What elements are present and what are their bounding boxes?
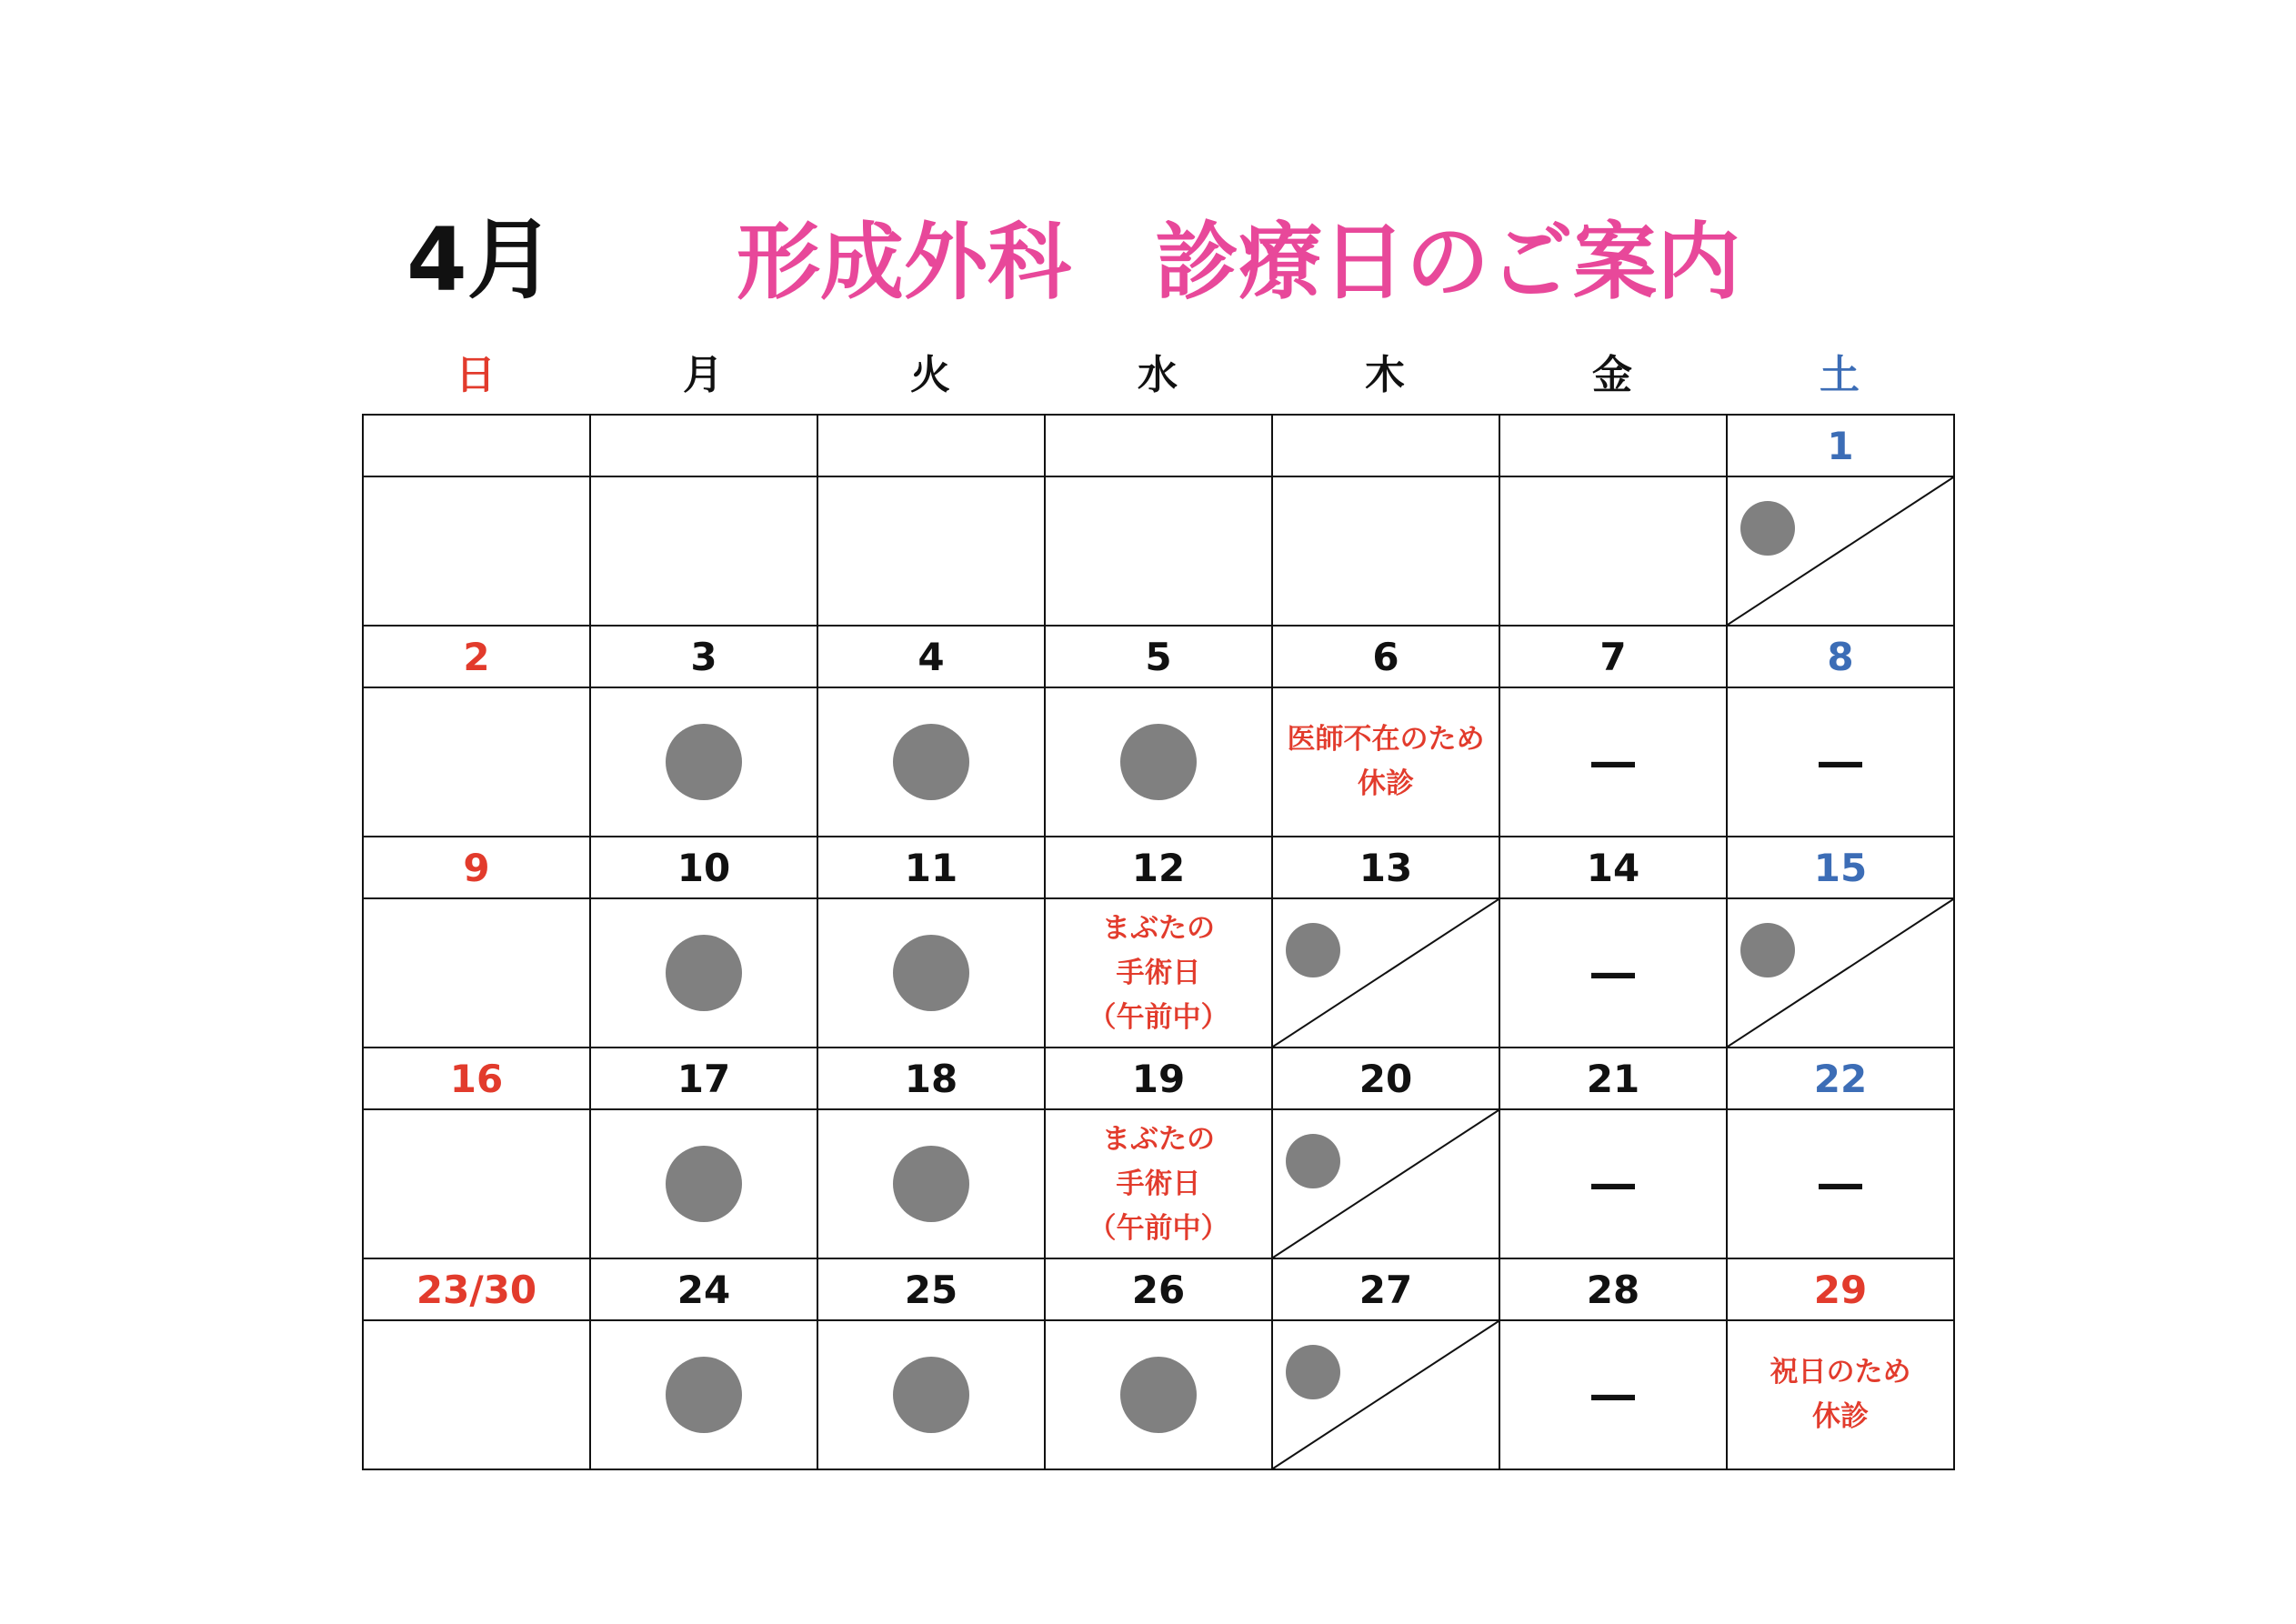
calendar-table (362, 414, 1955, 1470)
status-cell-empty (817, 476, 1045, 626)
date-cell: 18 (817, 1048, 1045, 1109)
surgery-note: まぶたの 手術日 （午前中） (1088, 911, 1229, 1034)
dash-icon: ― (1591, 737, 1635, 787)
date-cell: 7 (1499, 626, 1727, 687)
status-cell-empty (363, 1109, 590, 1258)
date-cell (590, 415, 817, 476)
date-cell: 27 (1272, 1258, 1499, 1320)
date-cell: 19 (1045, 1048, 1272, 1109)
page-title: 形成外科 診療日のご案内 (737, 214, 1741, 311)
circle-icon (893, 935, 969, 1011)
status-cell-no-clinic (1499, 687, 1727, 837)
status-row (363, 687, 1954, 837)
date-cell: 29 (1727, 1258, 1954, 1320)
status-cell-surgery (1045, 898, 1272, 1048)
status-cell-closed (1272, 687, 1499, 837)
dash-icon: ― (1819, 1158, 1862, 1209)
circle-icon (893, 724, 969, 800)
date-row (363, 837, 1954, 898)
date-cell: 11 (817, 837, 1045, 898)
date-cell (363, 415, 590, 476)
date-cell: 21 (1499, 1048, 1727, 1109)
status-cell-open (590, 1109, 817, 1258)
status-cell-half-day (1272, 1320, 1499, 1469)
status-row (363, 476, 1954, 626)
date-row (363, 626, 1954, 687)
date-row (363, 1048, 1954, 1109)
weekday-fri: 金 (1592, 352, 1632, 398)
date-row (363, 415, 1954, 476)
status-cell-half-day (1272, 1109, 1499, 1258)
circle-icon (893, 1357, 969, 1433)
circle-icon (666, 1146, 742, 1222)
date-cell: 13 (1272, 837, 1499, 898)
date-cell: 8 (1727, 626, 1954, 687)
date-cell: 15 (1727, 837, 1954, 898)
date-cell: 28 (1499, 1258, 1727, 1320)
status-cell-open (817, 687, 1045, 837)
date-cell: 22 (1727, 1048, 1954, 1109)
status-cell-closed (1727, 1320, 1954, 1469)
circle-icon (893, 1146, 969, 1222)
date-cell: 3 (590, 626, 817, 687)
date-cell: 26 (1045, 1258, 1272, 1320)
circle-icon (666, 724, 742, 800)
status-cell-empty (1499, 476, 1727, 626)
status-cell-empty (1045, 476, 1272, 626)
weekday-sun: 日 (456, 352, 496, 398)
status-row (363, 898, 1954, 1048)
date-cell: 10 (590, 837, 817, 898)
status-row (363, 1320, 1954, 1469)
status-cell-surgery (1045, 1109, 1272, 1258)
date-cell: 6 (1272, 626, 1499, 687)
small-circle-icon (1740, 501, 1795, 556)
status-cell-open (1045, 687, 1272, 837)
circle-icon (1120, 1357, 1197, 1433)
status-cell-open (590, 687, 817, 837)
date-cell: 1 (1727, 415, 1954, 476)
status-cell-empty (363, 898, 590, 1048)
status-cell-open (590, 898, 817, 1048)
date-row (363, 1258, 1954, 1320)
weekday-wed: 水 (1138, 352, 1178, 398)
status-cell-open (1045, 1320, 1272, 1469)
dash-icon: ― (1591, 1369, 1635, 1420)
date-cell: 20 (1272, 1048, 1499, 1109)
date-cell: 5 (1045, 626, 1272, 687)
weekday-mon: 月 (683, 352, 723, 398)
status-cell-half-day (1727, 476, 1954, 626)
date-cell: 23/30 (363, 1258, 590, 1320)
status-cell-empty (590, 476, 817, 626)
date-cell: 4 (817, 626, 1045, 687)
weekday-sat: 土 (1820, 352, 1860, 398)
status-cell-half-day (1272, 898, 1499, 1048)
small-circle-icon (1286, 1134, 1340, 1188)
status-cell-no-clinic (1499, 898, 1727, 1048)
date-cell: 24 (590, 1258, 817, 1320)
small-circle-icon (1286, 1345, 1340, 1399)
dash-icon: ― (1591, 1158, 1635, 1209)
dash-icon: ― (1591, 947, 1635, 998)
status-cell-no-clinic (1727, 687, 1954, 837)
status-cell-open (817, 898, 1045, 1048)
status-cell-half-day (1727, 898, 1954, 1048)
weekday-thu: 木 (1365, 352, 1405, 398)
date-cell (1272, 415, 1499, 476)
date-cell: 16 (363, 1048, 590, 1109)
date-cell: 9 (363, 837, 590, 898)
status-cell-no-clinic (1727, 1109, 1954, 1258)
small-circle-icon (1286, 923, 1340, 977)
date-cell (1499, 415, 1727, 476)
date-cell: 17 (590, 1048, 817, 1109)
status-cell-open (817, 1109, 1045, 1258)
circle-icon (666, 935, 742, 1011)
date-cell: 14 (1499, 837, 1727, 898)
status-row (363, 1109, 1954, 1258)
status-cell-no-clinic (1499, 1320, 1727, 1469)
status-cell-open (590, 1320, 817, 1469)
date-cell: 25 (817, 1258, 1045, 1320)
weekday-tue: 火 (910, 352, 950, 398)
surgery-note: まぶたの 手術日 （午前中） (1088, 1122, 1229, 1245)
date-cell: 2 (363, 626, 590, 687)
date-cell (817, 415, 1045, 476)
status-cell-empty (363, 687, 590, 837)
status-cell-open (817, 1320, 1045, 1469)
date-cell (1045, 415, 1272, 476)
circle-icon (1120, 724, 1197, 800)
status-cell-empty (363, 476, 590, 626)
status-cell-empty (363, 1320, 590, 1469)
date-cell: 12 (1045, 837, 1272, 898)
circle-icon (666, 1357, 742, 1433)
status-cell-no-clinic (1499, 1109, 1727, 1258)
closed-note: 医師不在のため 休診 (1287, 723, 1485, 800)
small-circle-icon (1740, 923, 1795, 977)
dash-icon: ― (1819, 737, 1862, 787)
status-cell-empty (1272, 476, 1499, 626)
holiday-note: 祝日のため 休診 (1770, 1356, 1911, 1433)
month-label: 4月 (406, 209, 555, 311)
